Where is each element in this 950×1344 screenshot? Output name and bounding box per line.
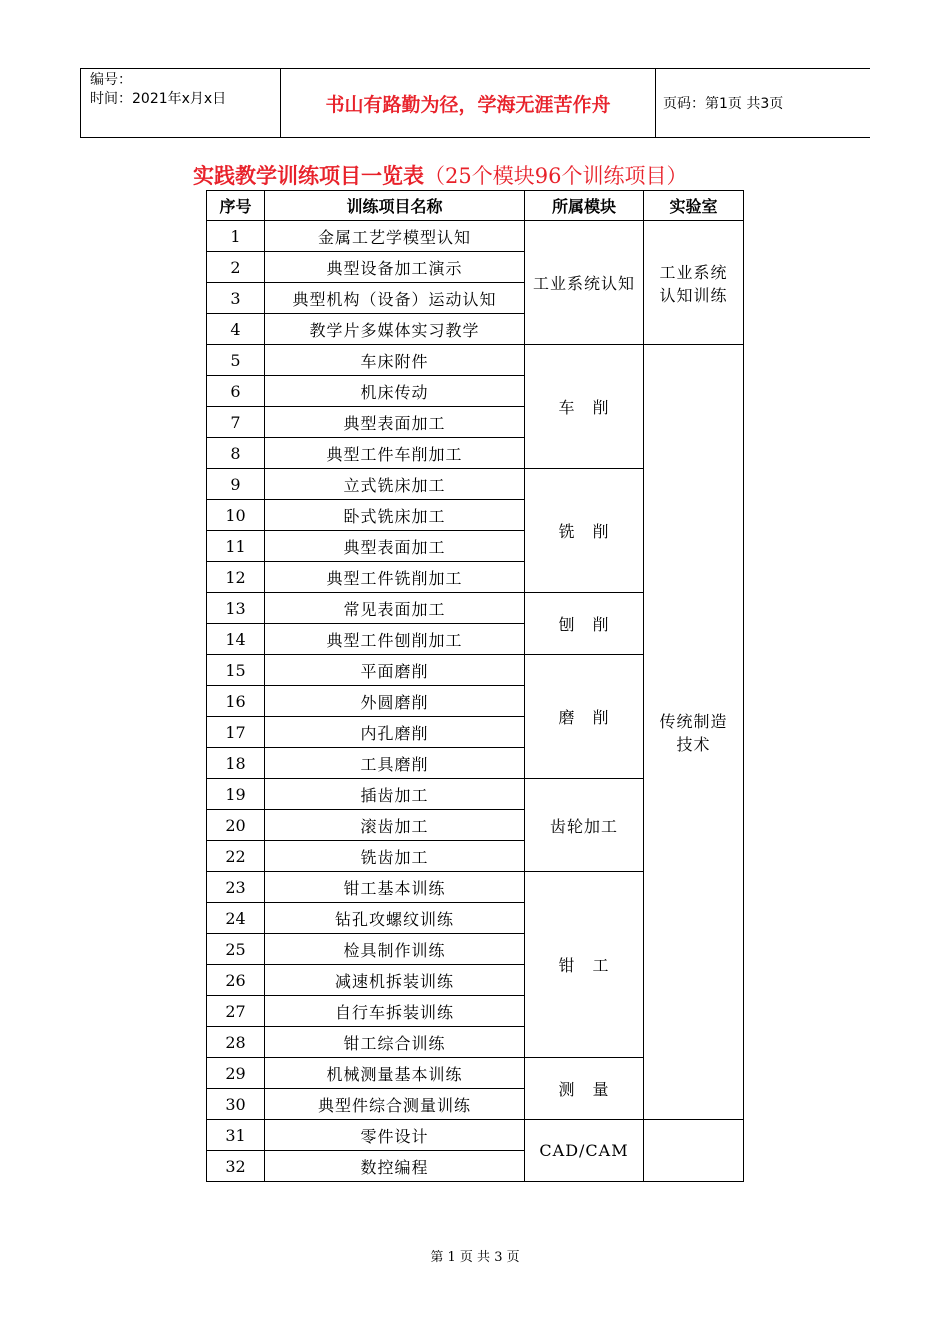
project-name: 外圆磨削	[265, 686, 525, 717]
row-number: 26	[207, 965, 265, 996]
header-page-info: 页码：第1页 共3页	[663, 96, 784, 112]
module-cell: 钳 工	[525, 872, 644, 1058]
table-row	[207, 345, 744, 376]
project-name: 平面磨削	[265, 655, 525, 686]
module-cell: 车 削	[525, 345, 644, 469]
module-cell: CAD/CAM	[525, 1120, 644, 1182]
table-header-row	[207, 191, 744, 221]
row-number: 29	[207, 1058, 265, 1089]
row-number: 24	[207, 903, 265, 934]
row-number: 7	[207, 407, 265, 438]
module-cell: 齿轮加工	[525, 779, 644, 872]
project-name: 典型设备加工演示	[265, 252, 525, 283]
row-number: 6	[207, 376, 265, 407]
row-number: 17	[207, 717, 265, 748]
project-name: 车床附件	[265, 345, 525, 376]
project-name: 内孔磨削	[265, 717, 525, 748]
module-cell: 测 量	[525, 1058, 644, 1120]
project-name: 滚齿加工	[265, 810, 525, 841]
row-number: 12	[207, 562, 265, 593]
row-number: 22	[207, 841, 265, 872]
row-number: 2	[207, 252, 265, 283]
row-number: 3	[207, 283, 265, 314]
row-number: 10	[207, 500, 265, 531]
project-name: 数控编程	[265, 1151, 525, 1182]
header-motto: 书山有路勤为径，学海无涯苦作舟	[280, 69, 656, 137]
row-number: 11	[207, 531, 265, 562]
module-cell: 工业系统认知	[525, 221, 644, 345]
header-lab: 实验室	[644, 191, 744, 221]
project-name: 检具制作训练	[265, 934, 525, 965]
document-header	[80, 68, 870, 138]
project-name: 典型工件车削加工	[265, 438, 525, 469]
project-name: 钻孔攻螺纹训练	[265, 903, 525, 934]
lab-cell	[644, 1120, 744, 1182]
row-number: 30	[207, 1089, 265, 1120]
row-number: 1	[207, 221, 265, 252]
row-number: 14	[207, 624, 265, 655]
header-no: 序号	[207, 191, 265, 221]
project-name: 典型工件刨削加工	[265, 624, 525, 655]
project-name: 典型件综合测量训练	[265, 1089, 525, 1120]
serial-label: 编号：	[90, 72, 132, 88]
row-number: 8	[207, 438, 265, 469]
row-number: 32	[207, 1151, 265, 1182]
title-main: 实践教学训练项目一览表	[193, 163, 424, 188]
row-number: 15	[207, 655, 265, 686]
row-number: 25	[207, 934, 265, 965]
row-number: 27	[207, 996, 265, 1027]
row-number: 31	[207, 1120, 265, 1151]
module-cell: 磨 削	[525, 655, 644, 779]
title-sub: （25个模块96个训练项目）	[424, 164, 688, 188]
module-cell: 刨 削	[525, 593, 644, 655]
page-title	[193, 160, 773, 190]
header-meta	[80, 69, 280, 137]
project-name: 零件设计	[265, 1120, 525, 1151]
row-number: 9	[207, 469, 265, 500]
project-name: 工具磨削	[265, 748, 525, 779]
project-name: 立式铣床加工	[265, 469, 525, 500]
project-name: 常见表面加工	[265, 593, 525, 624]
table-body	[207, 221, 744, 1182]
project-name: 典型表面加工	[265, 407, 525, 438]
row-number: 4	[207, 314, 265, 345]
project-name: 钳工综合训练	[265, 1027, 525, 1058]
row-number: 16	[207, 686, 265, 717]
project-name: 自行车拆装训练	[265, 996, 525, 1027]
row-number: 28	[207, 1027, 265, 1058]
project-name: 减速机拆装训练	[265, 965, 525, 996]
module-cell: 铣 削	[525, 469, 644, 593]
project-name: 典型表面加工	[265, 531, 525, 562]
row-number: 18	[207, 748, 265, 779]
project-name: 机床传动	[265, 376, 525, 407]
row-number: 19	[207, 779, 265, 810]
training-table	[206, 190, 744, 1182]
project-name: 典型工件铣削加工	[265, 562, 525, 593]
project-name: 卧式铣床加工	[265, 500, 525, 531]
table-row	[207, 1120, 744, 1151]
project-name: 机械测量基本训练	[265, 1058, 525, 1089]
project-name: 钳工基本训练	[265, 872, 525, 903]
header-name: 训练项目名称	[265, 191, 525, 221]
page-footer: 第 1 页 共 3 页	[430, 1250, 520, 1265]
project-name: 插齿加工	[265, 779, 525, 810]
header-module: 所属模块	[525, 191, 644, 221]
row-number: 13	[207, 593, 265, 624]
time-label: 时间：2021年x月x日	[90, 91, 227, 107]
project-name: 教学片多媒体实习教学	[265, 314, 525, 345]
project-name: 金属工艺学模型认知	[265, 221, 525, 252]
row-number: 20	[207, 810, 265, 841]
lab-cell: 工业系统认知训练	[644, 221, 744, 345]
table-row	[207, 221, 744, 252]
row-number: 23	[207, 872, 265, 903]
project-name: 典型机构（设备）运动认知	[265, 283, 525, 314]
lab-cell: 传统制造技术	[644, 345, 744, 1120]
project-name: 铣齿加工	[265, 841, 525, 872]
row-number: 5	[207, 345, 265, 376]
